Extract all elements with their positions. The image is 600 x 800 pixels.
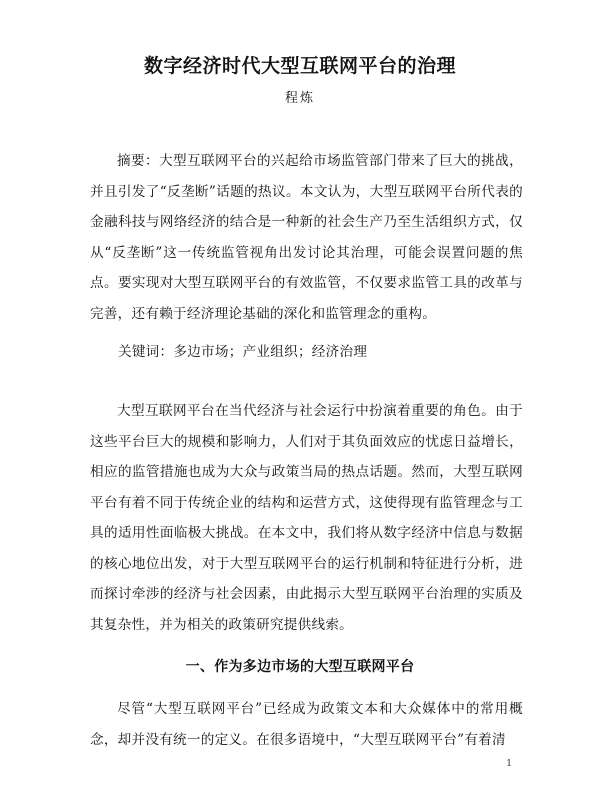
abstract-paragraph: 摘要：大型互联网平台的兴起给市场监管部门带来了巨大的挑战，并且引发了“反垄断”话题的热议。本文认为，大型互联网平台所代表的金融科技与网络经济的结合是一种新的社会生产乃至生活组织方式，仅从“反垄断”这一传统监管视角出发讨论其治理，可能会误置问题的焦点。要实现对大型互联网平台的有效监管，不仅要求监管工具的改革与完善，还有赖于经济理论基础的深化和监管理念的重构。 [90,153,523,322]
intro-paragraph: 大型互联网平台在当代经济与社会运行中扮演着重要的角色。由于这些平台巨大的规模和影响力，人们对于其负面效应的忧虑日益增长，相应的监管措施也成为大众与政策当局的热点话题。然而，大型互联网平台有着不同于传统企业的结构和运营方式，这使得现有监管理念与工具的适用性面临极大挑战。在本文中，我们将从数字经济中信息与数据的核心地位出发，对于大型互联网平台的运行机制和特征进行分析，进而探讨牵涉的经济与社会因素，由此揭示大型互联网平台治理的实质及其复杂性，并为相关的政策研究提供线索。 [90,403,523,633]
section-paragraph: 尽管“大型互联网平台”已经成为政策文本和大众媒体中的常用概念，却并没有统一的定义。在很多语境中，“大型互联网平台”有着清 [90,701,523,748]
section-heading: 一、作为多边市场的大型互联网平台 [185,659,415,675]
keywords-line: 关键词：多边市场；产业组织；经济治理 [118,344,368,360]
author-name: 程炼 [284,91,315,106]
page-number: 1 [506,759,512,769]
paper-title: 数字经济时代大型互联网平台的治理 [143,55,456,77]
